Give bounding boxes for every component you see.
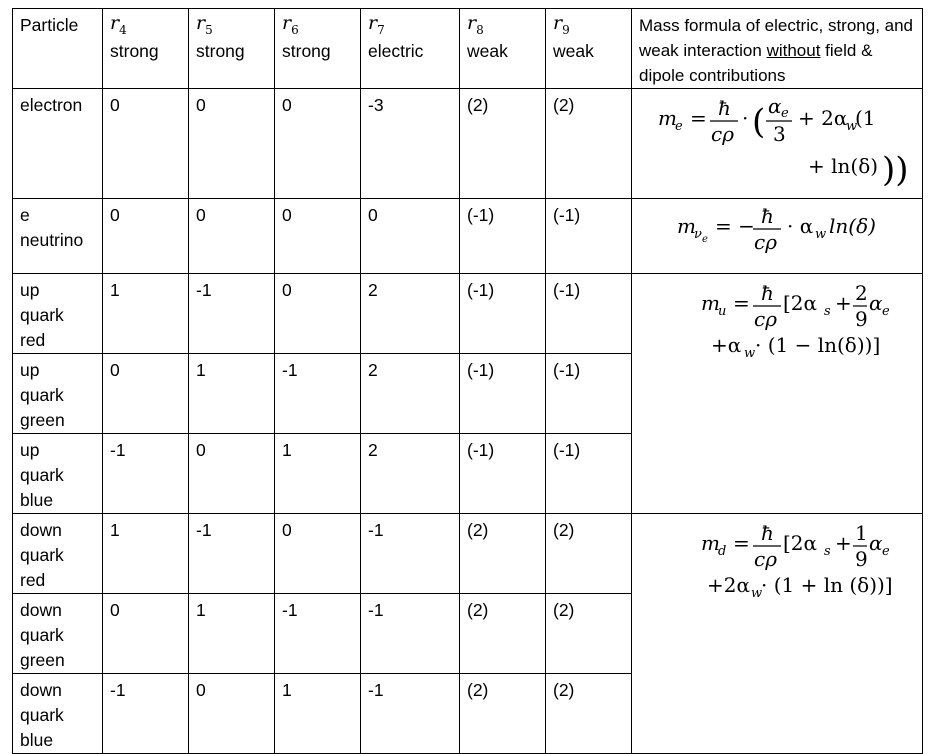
value-r4: 0 — [103, 199, 189, 274]
value-r5: 1 — [189, 594, 275, 674]
value-r6: 0 — [275, 274, 361, 354]
value-r7: 2 — [361, 434, 460, 514]
svg-text:ħ: ħ — [761, 521, 774, 545]
svg-text:α: α — [869, 531, 883, 555]
value-r8: (2) — [460, 514, 546, 594]
svg-text:cρ: cρ — [711, 122, 734, 146]
value-r7: -1 — [361, 514, 460, 594]
down-formula-svg — [657, 518, 897, 604]
neutrino-formula-svg — [657, 203, 897, 259]
particle-name: up quark red — [13, 274, 103, 354]
svg-text:9: 9 — [855, 547, 868, 571]
value-r9: (-1) — [546, 354, 632, 434]
svg-text:[2α: [2α — [783, 531, 818, 555]
down-quark-mass-formula — [632, 514, 923, 754]
up-quark-mass-formula — [632, 274, 923, 514]
value-r6: -1 — [275, 354, 361, 434]
header-r9: $r_9$ weak — [546, 9, 632, 89]
svg-text:e: e — [882, 304, 890, 319]
svg-text:w: w — [744, 346, 756, 361]
value-r9: (-1) — [546, 274, 632, 354]
value-r9: (2) — [546, 89, 632, 199]
svg-text:· (1 + ln (δ))]: · (1 + ln (δ))] — [761, 573, 893, 597]
value-r5: -1 — [189, 514, 275, 594]
svg-text:ħ: ħ — [718, 96, 731, 120]
svg-text:w: w — [815, 227, 827, 242]
svg-text:·: · — [742, 106, 749, 130]
svg-text:2: 2 — [855, 281, 868, 305]
svg-text:+α: +α — [711, 333, 742, 357]
particle-name: down quark green — [13, 594, 103, 674]
value-r7: -1 — [361, 674, 460, 754]
particle-name: electron — [13, 89, 103, 199]
value-r6: 1 — [275, 434, 361, 514]
value-r6: -1 — [275, 594, 361, 674]
value-r9: (-1) — [546, 199, 632, 274]
value-r7: -1 — [361, 594, 460, 674]
particle-table — [12, 8, 923, 754]
paren-close: )) — [882, 150, 909, 189]
svg-text:+ ln(δ): + ln(δ) — [808, 154, 879, 178]
particle-name: up quark blue — [13, 434, 103, 514]
svg-text:ν: ν — [694, 227, 702, 242]
svg-text:m: m — [701, 291, 720, 315]
svg-text:m: m — [701, 531, 720, 555]
svg-text:w: w — [846, 119, 858, 134]
value-r7: 0 — [361, 199, 460, 274]
value-r8: (-1) — [460, 354, 546, 434]
svg-text:u: u — [718, 304, 727, 319]
svg-text:e: e — [702, 234, 708, 245]
particle-name: down quark blue — [13, 674, 103, 754]
svg-text:cρ: cρ — [754, 547, 777, 571]
header-r5: $r_5$ strong — [189, 9, 275, 89]
value-r6: 0 — [275, 514, 361, 594]
value-r7: 2 — [361, 354, 460, 434]
svg-text:1: 1 — [855, 521, 868, 545]
value-r8: (-1) — [460, 274, 546, 354]
header-r7: $r_7$ electric — [361, 9, 460, 89]
svg-text:[2α: [2α — [783, 291, 818, 315]
value-r5: 0 — [189, 199, 275, 274]
svg-text:3: 3 — [773, 122, 786, 146]
value-r4: 0 — [103, 594, 189, 674]
svg-text:w: w — [751, 586, 763, 601]
value-r8: (-1) — [460, 434, 546, 514]
table-row — [13, 89, 923, 199]
value-r8: (2) — [460, 89, 546, 199]
svg-text:(1: (1 — [855, 106, 876, 130]
table-row — [13, 514, 923, 594]
value-r4: 0 — [103, 354, 189, 434]
svg-text:d: d — [718, 544, 727, 559]
svg-text:α: α — [768, 94, 782, 118]
svg-text:=: = — [733, 531, 750, 555]
particle-name: down quark red — [13, 514, 103, 594]
svg-text:m: m — [658, 106, 677, 130]
svg-text:9: 9 — [855, 307, 868, 331]
paren-open: ( — [752, 102, 766, 142]
svg-text:= −: = − — [715, 214, 755, 238]
svg-text:e: e — [882, 544, 890, 559]
svg-text:ln(δ): ln(δ) — [829, 214, 876, 238]
value-r6: 0 — [275, 89, 361, 199]
header-r8: $r_8$ weak — [460, 9, 546, 89]
value-r5: 1 — [189, 354, 275, 434]
value-r6: 1 — [275, 674, 361, 754]
particle-name: up quark green — [13, 354, 103, 434]
header-row — [13, 9, 923, 89]
svg-text:+: + — [835, 531, 852, 555]
header-r6: $r_6$ strong — [275, 9, 361, 89]
table-row — [13, 274, 923, 354]
svg-text:s: s — [824, 304, 831, 319]
value-r7: 2 — [361, 274, 460, 354]
value-r4: -1 — [103, 674, 189, 754]
value-r5: 0 — [189, 674, 275, 754]
svg-text:· (1 − ln(δ))]: · (1 − ln(δ))] — [755, 333, 881, 357]
value-r9: (2) — [546, 514, 632, 594]
svg-text:=: = — [690, 106, 707, 130]
svg-text:cρ: cρ — [754, 307, 777, 331]
value-r4: 1 — [103, 274, 189, 354]
svg-text:e: e — [781, 106, 789, 121]
value-r9: (2) — [546, 594, 632, 674]
value-r6: 0 — [275, 199, 361, 274]
electron-formula-svg — [642, 93, 912, 189]
value-r4: -1 — [103, 434, 189, 514]
value-r8: (2) — [460, 674, 546, 754]
value-r4: 1 — [103, 514, 189, 594]
particle-name: e neutrino — [13, 199, 103, 274]
svg-text:=: = — [733, 291, 750, 315]
up-formula-svg — [657, 278, 897, 364]
value-r5: 0 — [189, 89, 275, 199]
svg-text:α: α — [869, 291, 883, 315]
svg-text:+2α: +2α — [707, 573, 750, 597]
neutrino-mass-formula — [632, 199, 923, 274]
svg-text:ħ: ħ — [761, 204, 774, 228]
header-mass-formula: Mass formula of electric, strong, and weak interaction without field & dipole contributions — [632, 9, 923, 89]
value-r9: (-1) — [546, 434, 632, 514]
value-r5: 0 — [189, 434, 275, 514]
svg-text:s: s — [824, 544, 831, 559]
svg-text:m: m — [677, 214, 696, 238]
svg-text:ħ: ħ — [761, 281, 774, 305]
svg-text:+: + — [835, 291, 852, 315]
electron-mass-formula — [632, 89, 923, 199]
value-r4: 0 — [103, 89, 189, 199]
svg-text:cρ: cρ — [754, 230, 777, 254]
value-r7: -3 — [361, 89, 460, 199]
header-particle: Particle — [13, 9, 103, 89]
value-r9: (2) — [546, 674, 632, 754]
svg-text:· α: · α — [787, 214, 814, 238]
header-r4: $r_4$ strong — [103, 9, 189, 89]
value-r8: (-1) — [460, 199, 546, 274]
svg-text:e: e — [675, 119, 683, 134]
table-row — [13, 199, 923, 274]
value-r8: (2) — [460, 594, 546, 674]
svg-text:+ 2α: + 2α — [798, 106, 848, 130]
value-r5: -1 — [189, 274, 275, 354]
